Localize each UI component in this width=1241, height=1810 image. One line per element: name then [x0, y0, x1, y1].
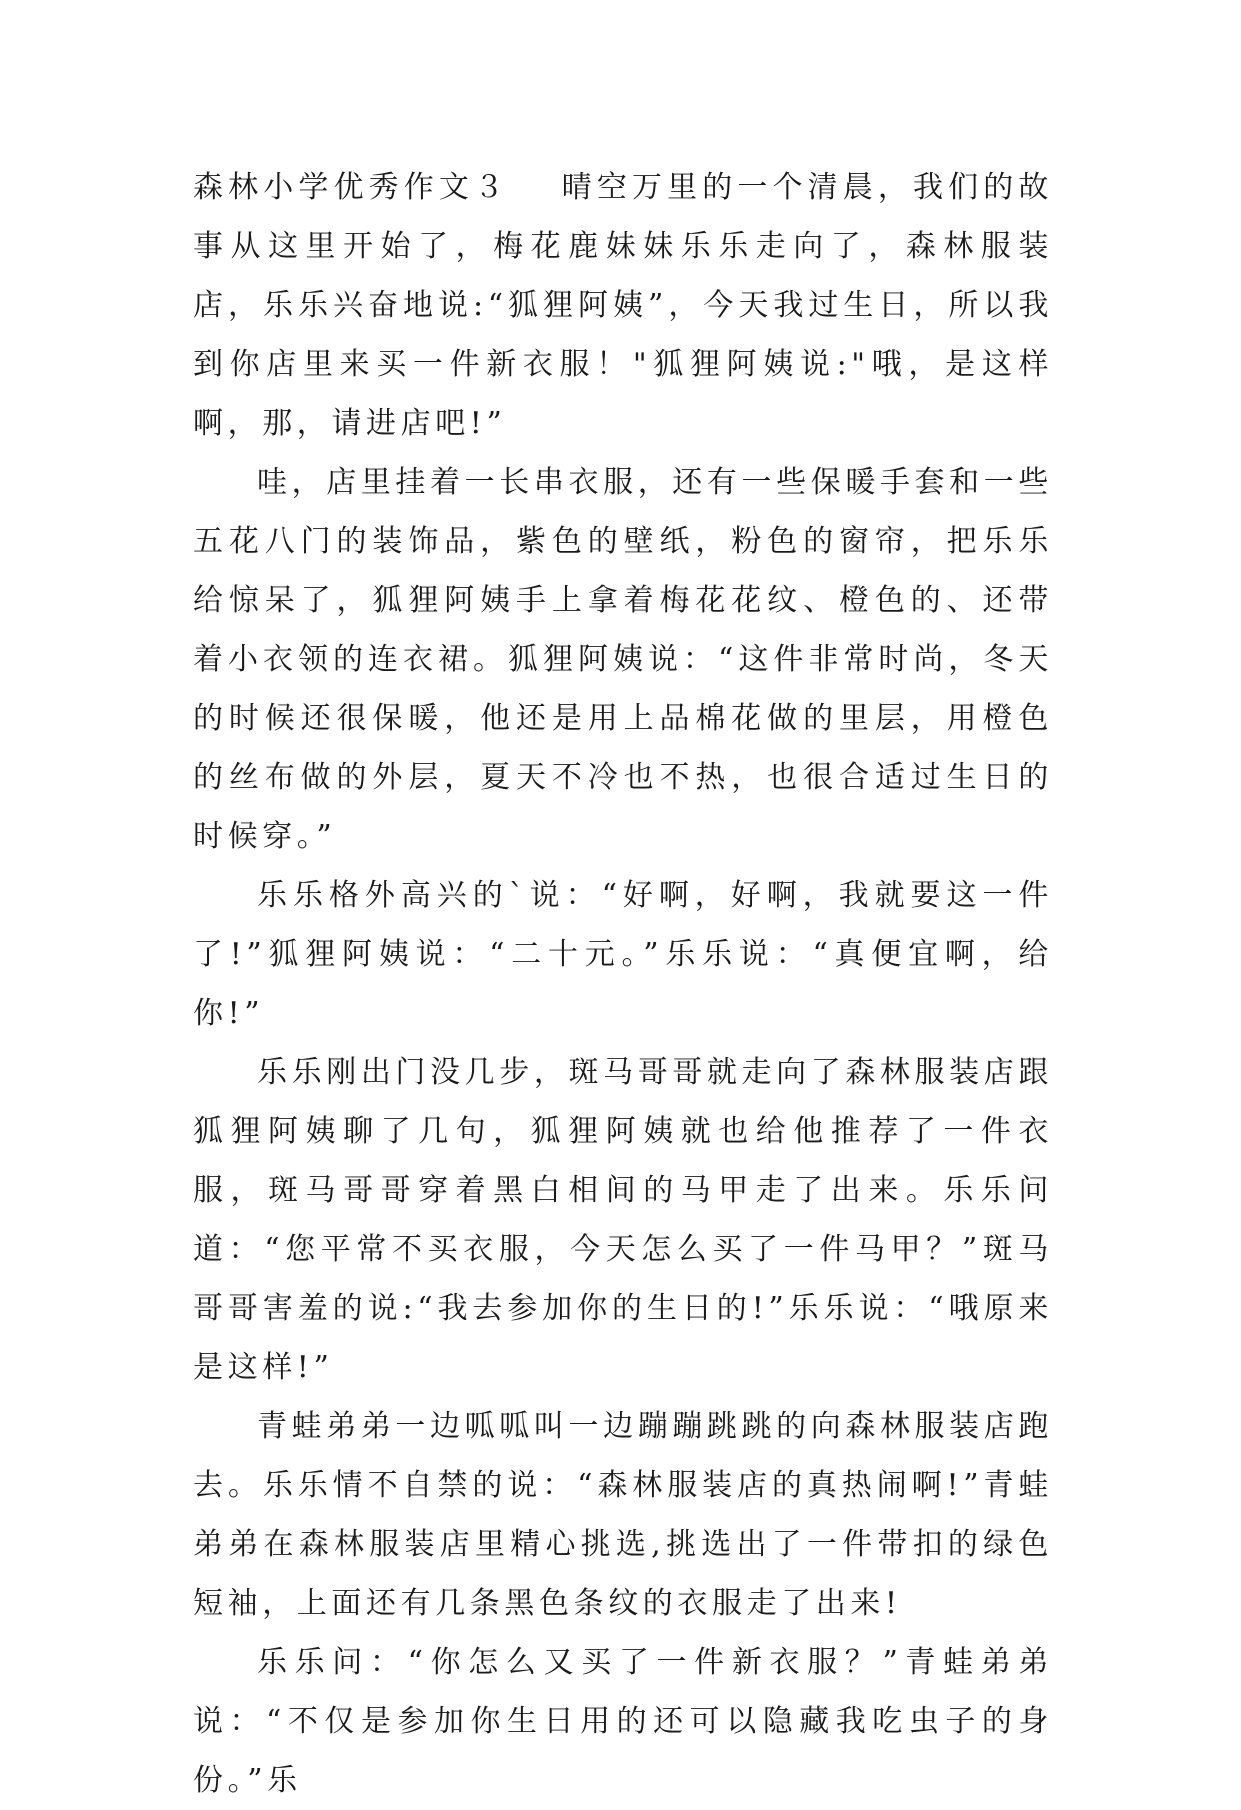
- paragraph-4: 乐乐刚出门没几步，斑马哥哥就走向了森林服装店跟狐狸阿姨聊了几句，狐狸阿姨就也给他推荐了一件衣服，斑马哥哥穿着黑白相间的马甲走了出来。乐乐问道：“您平常不买衣服，今天怎么买了一件马甲？”斑马哥哥害羞的说:“我去参加你的生日的!”乐乐说：“哦原来是这样!”: [193, 1055, 1053, 1385]
- paragraph-1-text: 晴空万里的一个清晨，我们的故事从这里开始了，梅花鹿妹妹乐乐走向了，森林服装店，乐乐兴奋地说:“狐狸阿姨”，今天我过生日，所以我到你店里来买一件新衣服！"狐狸阿姨说:"哦，是这样啊，那，请进店吧!”: [193, 170, 1053, 441]
- paragraph-1: [193, 158, 1053, 453]
- paragraph-5: 青蛙弟弟一边呱呱叫一边蹦蹦跳跳的向森林服装店跑去。乐乐情不自禁的说：“森林服装店的真热闹啊!”青蛙弟弟在森林服装店里精心挑选,挑选出了一件带扣的绿色短袖，上面还有几条黑色条纹的衣服走了出来!: [193, 1409, 1053, 1621]
- paragraph-2: 哇，店里挂着一长串衣服，还有一些保暖手套和一些五花八门的装饰品，紫色的壁纸，粉色的窗帘，把乐乐给惊呆了，狐狸阿姨手上拿着梅花花纹、橙色的、还带着小衣领的连衣裙。狐狸阿姨说：“这件非常时尚，冬天的时候还很保暖，他还是用上品棉花做的里层，用橙色的丝布做的外层，夏天不冷也不热，也很合适过生日的时候穿。”: [193, 465, 1053, 854]
- essay-title: 森林小学优秀作文３: [193, 170, 510, 205]
- paragraph-6: 乐乐问：“你怎么又买了一件新衣服？”青蛙弟弟说：“不仅是参加你生日用的还可以隐藏我吃虫子的身份。”乐: [193, 1645, 1053, 1798]
- essay-body: [193, 158, 1053, 1810]
- paragraph-3: 乐乐格外高兴的`说：“好啊，好啊，我就要这一件了!”狐狸阿姨说：“二十元。”乐乐说：“真便宜啊，给你!”: [193, 878, 1053, 1031]
